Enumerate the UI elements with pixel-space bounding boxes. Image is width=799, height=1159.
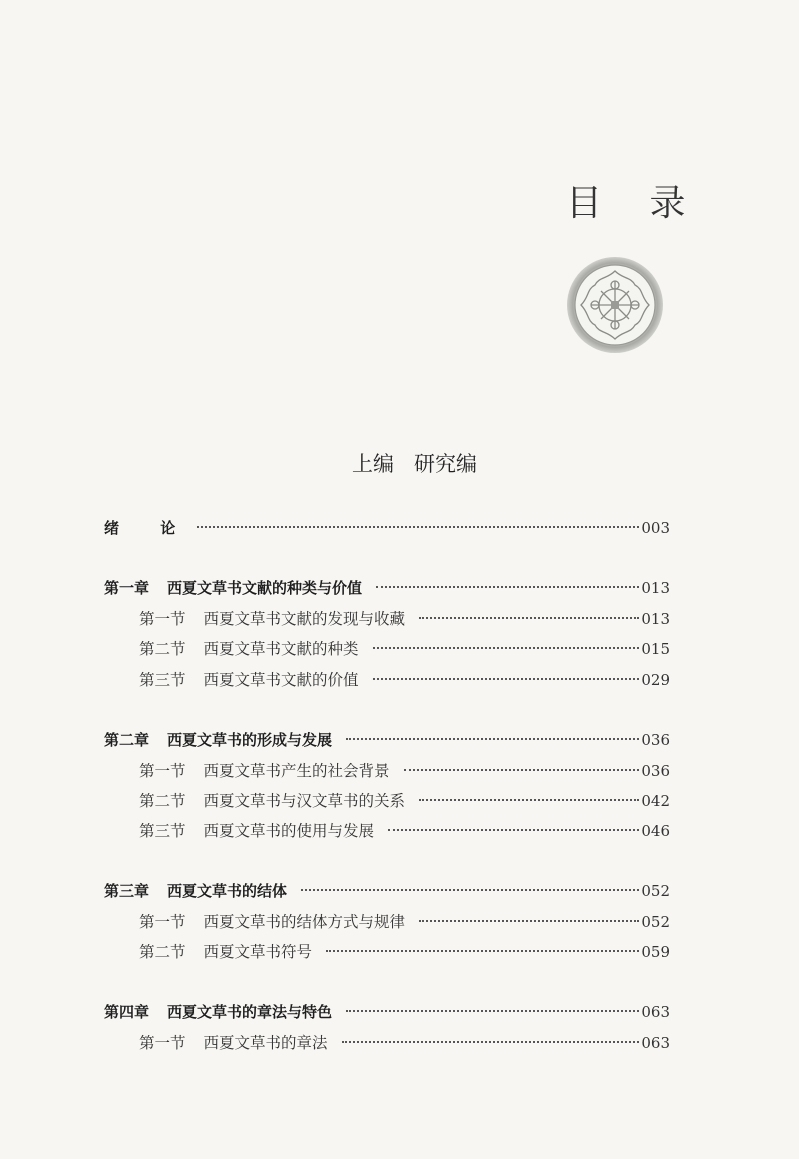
toc-entry-intro[interactable] bbox=[104, 518, 670, 538]
toc-entry-title: 西夏文草书文献的种类 bbox=[203, 640, 359, 658]
dot-leader bbox=[419, 617, 639, 619]
toc-entry-title: 西夏文草书与汉文草书的关系 bbox=[203, 792, 406, 810]
dot-leader bbox=[326, 950, 639, 952]
dot-leader bbox=[404, 769, 640, 771]
page-title: 目 录 bbox=[566, 183, 704, 224]
toc-entry-page: 015 bbox=[641, 640, 670, 658]
dot-leader bbox=[346, 1010, 639, 1012]
dot-leader bbox=[419, 799, 639, 801]
toc-entry-title: 西夏文草书文献的发现与收藏 bbox=[203, 610, 406, 628]
part-subtitle: 研究编 bbox=[414, 452, 477, 476]
dot-leader bbox=[419, 920, 639, 922]
toc-entry-page: 036 bbox=[641, 762, 670, 780]
toc-entry-label: 第三节 bbox=[139, 822, 186, 840]
toc-entry-label: 第三节 bbox=[139, 671, 186, 689]
toc-entry-page: 052 bbox=[641, 882, 670, 900]
toc-entry-section[interactable] bbox=[139, 609, 670, 629]
toc-entry-title: 西夏文草书的形成与发展 bbox=[167, 731, 333, 749]
toc-entry-page: 046 bbox=[641, 822, 670, 840]
toc-entry-title: 西夏文草书的使用与发展 bbox=[203, 822, 375, 840]
dot-leader bbox=[373, 647, 640, 649]
toc-entry-label: 第一节 bbox=[139, 610, 186, 628]
toc-entry-title: 西夏文草书的章法与特色 bbox=[167, 1003, 333, 1021]
toc-entry-page: 063 bbox=[641, 1003, 670, 1021]
toc-entry-page: 003 bbox=[641, 519, 670, 537]
toc-entry-section[interactable] bbox=[139, 761, 670, 781]
toc-entry-page: 059 bbox=[641, 943, 670, 961]
toc-entry-page: 042 bbox=[641, 792, 670, 810]
dot-leader bbox=[197, 526, 639, 528]
toc-entry-section[interactable] bbox=[139, 912, 670, 932]
dot-leader bbox=[346, 738, 639, 740]
toc-entry-title: 西夏文草书的章法 bbox=[203, 1034, 328, 1052]
toc-entry-title: 西夏文草书文献的种类与价值 bbox=[167, 579, 363, 597]
toc-entry-section[interactable] bbox=[139, 942, 670, 962]
dot-leader bbox=[388, 829, 639, 831]
toc-entry-label: 第一节 bbox=[139, 762, 186, 780]
toc-entry-label: 第二节 bbox=[139, 792, 186, 810]
toc-entry-chapter[interactable] bbox=[104, 881, 670, 901]
toc-entry-label: 绪 论 bbox=[104, 519, 194, 537]
toc-entry-label: 第一章 bbox=[104, 579, 150, 597]
toc-entry-page: 052 bbox=[641, 913, 670, 931]
toc-entry-section[interactable] bbox=[139, 670, 670, 690]
dot-leader bbox=[342, 1041, 640, 1043]
toc-entry-title: 西夏文草书产生的社会背景 bbox=[203, 762, 390, 780]
toc-entry-label: 第一节 bbox=[139, 913, 186, 931]
toc-entry-title: 西夏文草书符号 bbox=[203, 943, 313, 961]
toc-entry-section[interactable] bbox=[139, 791, 670, 811]
part-name: 上编 bbox=[352, 452, 394, 476]
toc-entry-section[interactable] bbox=[139, 821, 670, 841]
toc-entry-label: 第二节 bbox=[139, 640, 186, 658]
dot-leader bbox=[376, 586, 639, 588]
toc-entry-label: 第三章 bbox=[104, 882, 150, 900]
toc-entry-label: 第四章 bbox=[104, 1003, 150, 1021]
toc-entry-page: 013 bbox=[641, 610, 670, 628]
toc-entry-title: 西夏文草书文献的价值 bbox=[203, 671, 359, 689]
toc-entry-section[interactable] bbox=[139, 1033, 670, 1053]
toc-entry-label: 第二章 bbox=[104, 731, 150, 749]
toc-entry-title: 西夏文草书的结体 bbox=[167, 882, 288, 900]
toc-entry-chapter[interactable] bbox=[104, 578, 670, 598]
toc-entry-title: 西夏文草书的结体方式与规律 bbox=[203, 913, 406, 931]
dot-leader bbox=[373, 678, 640, 680]
toc-entry-page: 036 bbox=[641, 731, 670, 749]
toc-entry-page: 013 bbox=[641, 579, 670, 597]
toc-entry-section[interactable] bbox=[139, 639, 670, 659]
dot-leader bbox=[301, 889, 639, 891]
toc-entry-page: 029 bbox=[641, 671, 670, 689]
toc-entry-label: 第二节 bbox=[139, 943, 186, 961]
toc-entry-label: 第一节 bbox=[139, 1034, 186, 1052]
toc-entry-page: 063 bbox=[641, 1034, 670, 1052]
toc-entry-chapter[interactable] bbox=[104, 1002, 670, 1022]
toc-entry-chapter[interactable] bbox=[104, 730, 670, 750]
